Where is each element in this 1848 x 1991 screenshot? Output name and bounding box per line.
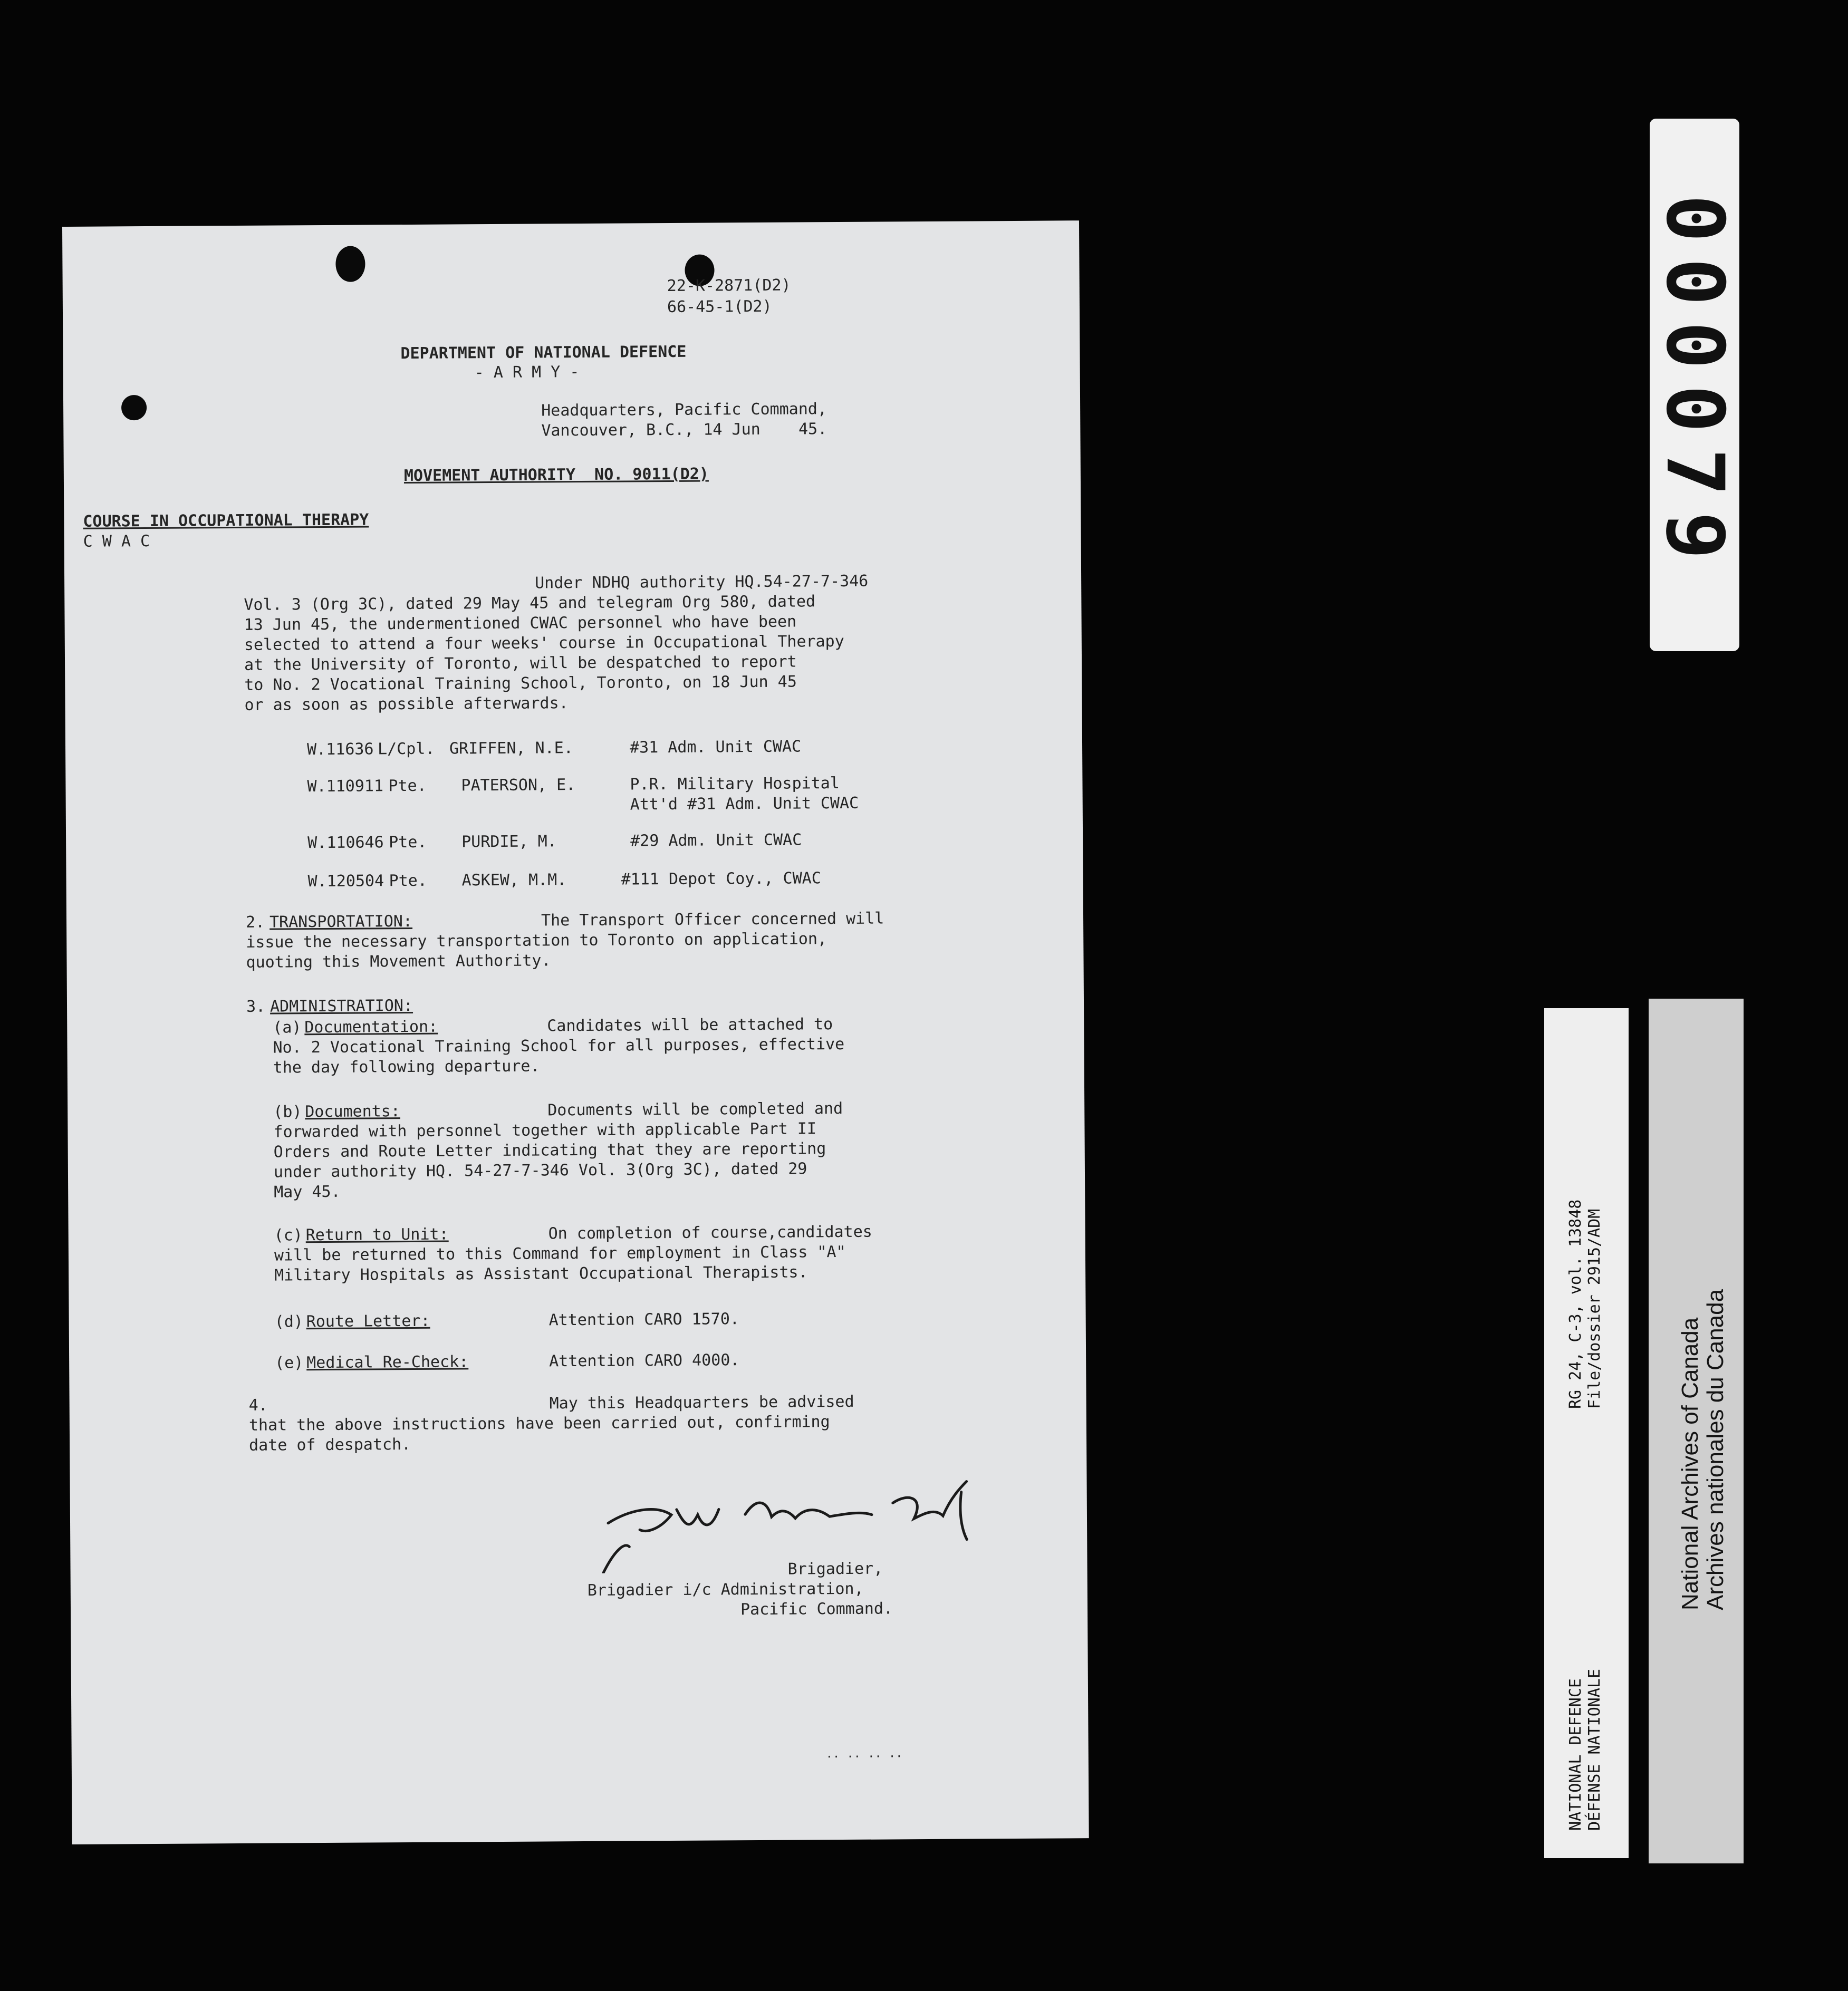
- rank: L/Cpl.: [377, 739, 435, 759]
- paragraph-line: at the University of Toronto, will be despatched to report: [244, 652, 797, 674]
- unit: #29 Adm. Unit CWAC: [630, 830, 802, 850]
- national-archives-tag: [1649, 999, 1744, 1863]
- section-heading-transportation: TRANSPORTATION:: [269, 912, 413, 932]
- section-number: 3.: [246, 997, 266, 1016]
- subject-subheading: C W A C: [83, 531, 150, 551]
- paragraph-line: Military Hospitals as Assistant Occupational Therapists.: [274, 1263, 808, 1285]
- subsection-heading-documentation: Documentation:: [304, 1017, 438, 1037]
- rank: Pte.: [389, 833, 427, 852]
- file-reference: 66-45-1(D2): [667, 297, 772, 316]
- archive-name-fr: Archives nationales du Canada: [1702, 1289, 1728, 1610]
- paragraph-line: the day following departure.: [273, 1057, 540, 1077]
- service-number: W.110646: [307, 833, 384, 853]
- paragraph-line: quoting this Movement Authority.: [246, 951, 551, 972]
- person-name: ASKEW, M.M.: [461, 871, 567, 890]
- location-date-line: Vancouver, B.C., 14 Jun 45.: [541, 420, 827, 440]
- section-heading-administration: ADMINISTRATION:: [270, 996, 413, 1016]
- paragraph-line: May 45.: [274, 1182, 341, 1202]
- service-number: W.110911: [307, 777, 384, 796]
- punch-hole-top-left: [335, 246, 365, 282]
- paragraph-line: On completion of course,candidates: [548, 1222, 872, 1243]
- department-line: DÉFENSE NATIONALE: [1585, 1668, 1604, 1831]
- archive-name-en: National Archives of Canada: [1677, 1317, 1703, 1610]
- paragraph-line: will be returned to this Command for employment in Class "A": [274, 1242, 846, 1265]
- paragraph-line: 13 Jun 45, the undermentioned CWAC personnel who have been: [244, 612, 797, 634]
- person-name: PURDIE, M.: [461, 832, 557, 852]
- paragraph-line: Attention CARO 4000.: [549, 1351, 740, 1371]
- headquarters-line: Headquarters, Pacific Command,: [541, 400, 827, 420]
- frame-number: 000079: [1649, 195, 1740, 575]
- document-page: [62, 220, 1089, 1844]
- paragraph-line: Vol. 3 (Org 3C), dated 29 May 45 and telegram Org 580, dated: [244, 592, 816, 614]
- paragraph-line: to No. 2 Vocational Training School, Toronto, on 18 Jun 45: [244, 672, 797, 694]
- subsection-heading-medical-re-check: Medical Re-Check:: [306, 1352, 469, 1373]
- subsection-label: (e): [275, 1354, 304, 1373]
- person-name: GRIFFEN, N.E.: [449, 739, 573, 758]
- subsection-heading-documents: Documents:: [305, 1102, 400, 1122]
- paragraph-line: issue the necessary transportation to Toronto on application,: [246, 930, 827, 952]
- unit-attached: Att'd #31 Adm. Unit CWAC: [630, 794, 859, 814]
- person-name: PATERSON, E.: [461, 776, 576, 795]
- rank: Pte.: [389, 871, 427, 891]
- subsection-heading-route-letter: Route Letter:: [306, 1311, 430, 1331]
- unit: P.R. Military Hospital: [630, 774, 840, 794]
- service-number: W.11636: [306, 740, 374, 759]
- department-title: DEPARTMENT OF NATIONAL DEFENCE: [400, 342, 687, 363]
- paragraph-line: Orders and Route Letter indicating that they are reporting: [273, 1139, 826, 1162]
- frame-number-tag: [1650, 119, 1739, 651]
- subsection-label: (b): [273, 1103, 302, 1122]
- subsection-label: (a): [273, 1018, 302, 1037]
- subsection-heading-return-to-unit: Return to Unit:: [305, 1225, 449, 1245]
- paragraph-line: Attention CARO 1570.: [548, 1310, 740, 1330]
- service-title: - A R M Y -: [474, 363, 580, 382]
- paragraph-line: or as soon as possible afterwards.: [244, 694, 569, 714]
- reference-line: RG 24, C-3, vol. 13848: [1566, 1199, 1585, 1409]
- section-number: 2.: [245, 913, 265, 932]
- archive-reference-tag: [1544, 1008, 1629, 1858]
- punch-hole-left: [121, 395, 147, 420]
- paragraph-line: Documents will be completed and: [547, 1099, 843, 1120]
- paragraph-line: date of despatch.: [249, 1435, 411, 1455]
- signature-title: Pacific Command.: [740, 1599, 893, 1619]
- section-number: 4.: [248, 1396, 268, 1415]
- footer-marks: .. .. .. ..: [825, 1747, 903, 1761]
- paragraph-line: forwarded with personnel together with applicable Part II: [273, 1119, 817, 1142]
- paragraph-line: under authority HQ. 54-27-7-346 Vol. 3(Org 3C), dated 29: [273, 1159, 807, 1182]
- unit: #31 Adm. Unit CWAC: [629, 737, 802, 757]
- paragraph-line: Candidates will be attached to: [547, 1015, 833, 1036]
- unit: #111 Depot Coy., CWAC: [621, 869, 821, 889]
- service-number: W.120504: [307, 872, 384, 891]
- file-reference: 22-K-2871(D2): [667, 276, 791, 295]
- paragraph-line: The Transport Officer concerned will: [541, 909, 884, 930]
- subsection-label: (c): [274, 1226, 303, 1245]
- signature-title: Brigadier,: [787, 1559, 883, 1579]
- subsection-label: (d): [274, 1312, 303, 1331]
- department-line: NATIONAL DEFENCE: [1566, 1678, 1585, 1831]
- paragraph-line: selected to attend a four weeks' course in Occupational Therapy: [244, 632, 844, 654]
- paragraph-line: Under NDHQ authority HQ.54-27-7-346: [535, 572, 869, 593]
- movement-authority-title: MOVEMENT AUTHORITY NO. 9011(D2): [403, 465, 709, 486]
- paragraph-line: May this Headquarters be advised: [549, 1392, 854, 1413]
- paragraph-line: No. 2 Vocational Training School for all purposes, effective: [273, 1035, 845, 1057]
- reference-line: File/dossier 2915/ADM: [1585, 1209, 1604, 1409]
- rank: Pte.: [388, 776, 427, 796]
- signature-title: Brigadier i/c Administration,: [587, 1579, 864, 1600]
- paragraph-line: that the above instructions have been carried out, confirming: [248, 1413, 830, 1435]
- subject-heading: COURSE IN OCCUPATIONAL THERAPY: [83, 510, 369, 531]
